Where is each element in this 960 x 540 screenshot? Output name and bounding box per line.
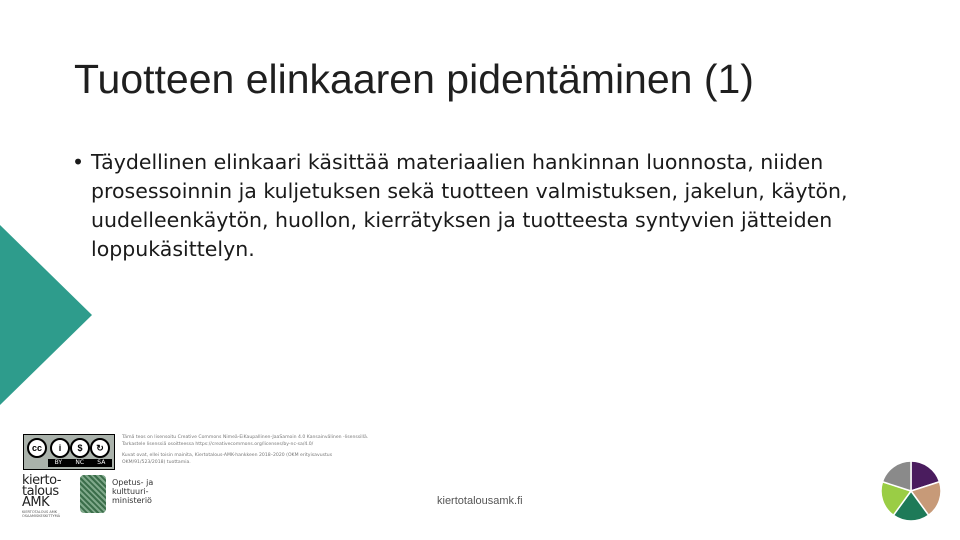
okm-logo-text: Opetus- ja kulttuuri- ministeriö <box>112 478 154 505</box>
okm-seal-logo <box>80 475 106 513</box>
sa-icon: ↻ <box>90 438 110 458</box>
kt-logo-line-2: talous <box>22 484 59 499</box>
bullet-item <box>72 148 902 264</box>
by-icon: i <box>50 438 70 458</box>
sa-label: SA <box>97 459 106 466</box>
slide-title: Tuotteen elinkaaren pidentäminen (1) <box>74 56 754 102</box>
cc-strip <box>48 459 112 467</box>
kiertotalous-amk-logo <box>22 475 72 518</box>
license-text <box>122 434 372 470</box>
by-label: BY <box>54 459 63 466</box>
cc-license-badge <box>23 434 115 470</box>
license-line-2: Kuvat ovat, ellei toisin mainita, Kiertotalous-AMK-hankkeen 2018–2020 (OKM erityisavustus OKM/91/523/2018) tuottamia. <box>122 453 333 465</box>
bullet-dot: • <box>72 150 85 174</box>
kt-logo-line-3: AMK <box>22 495 50 510</box>
kt-logo-subtext: KIERTOTALOUS AMK OSAAMISKESKITTYMÄ <box>22 510 61 518</box>
kt-logo-line-1: kierto- <box>22 473 61 488</box>
bullet-text: Täydellinen elinkaari käsittää materiaalien hankinnan luonnosta, niiden prosessoinnin ja kuljetuksen sekä tuotteen valmistuksen, jakelun, käytön, uudelleenkäytön, huollon, kierrätyksen ja tuotteesta syntyvien jätteiden loppukäsittelyn. <box>91 150 848 261</box>
footer-url: kiertotalousamk.fi <box>437 495 523 507</box>
decorative-triangle <box>0 225 92 405</box>
nc-label: NC <box>75 459 85 466</box>
nc-icon: $ <box>70 438 90 458</box>
license-line-1: Tämä teos on lisensoitu Creative Commons Nimeä-EiKaupallinen-JaaSamoin 4.0 Kansainvälinen -lisenssillä. Tarkastele lisenssiä osoitteessa https://creativecommons.org/licenses/by-nc-sa/4.0/ <box>122 435 369 447</box>
cc-icon: cc <box>27 438 47 458</box>
decorative-pie-logo <box>880 460 942 522</box>
